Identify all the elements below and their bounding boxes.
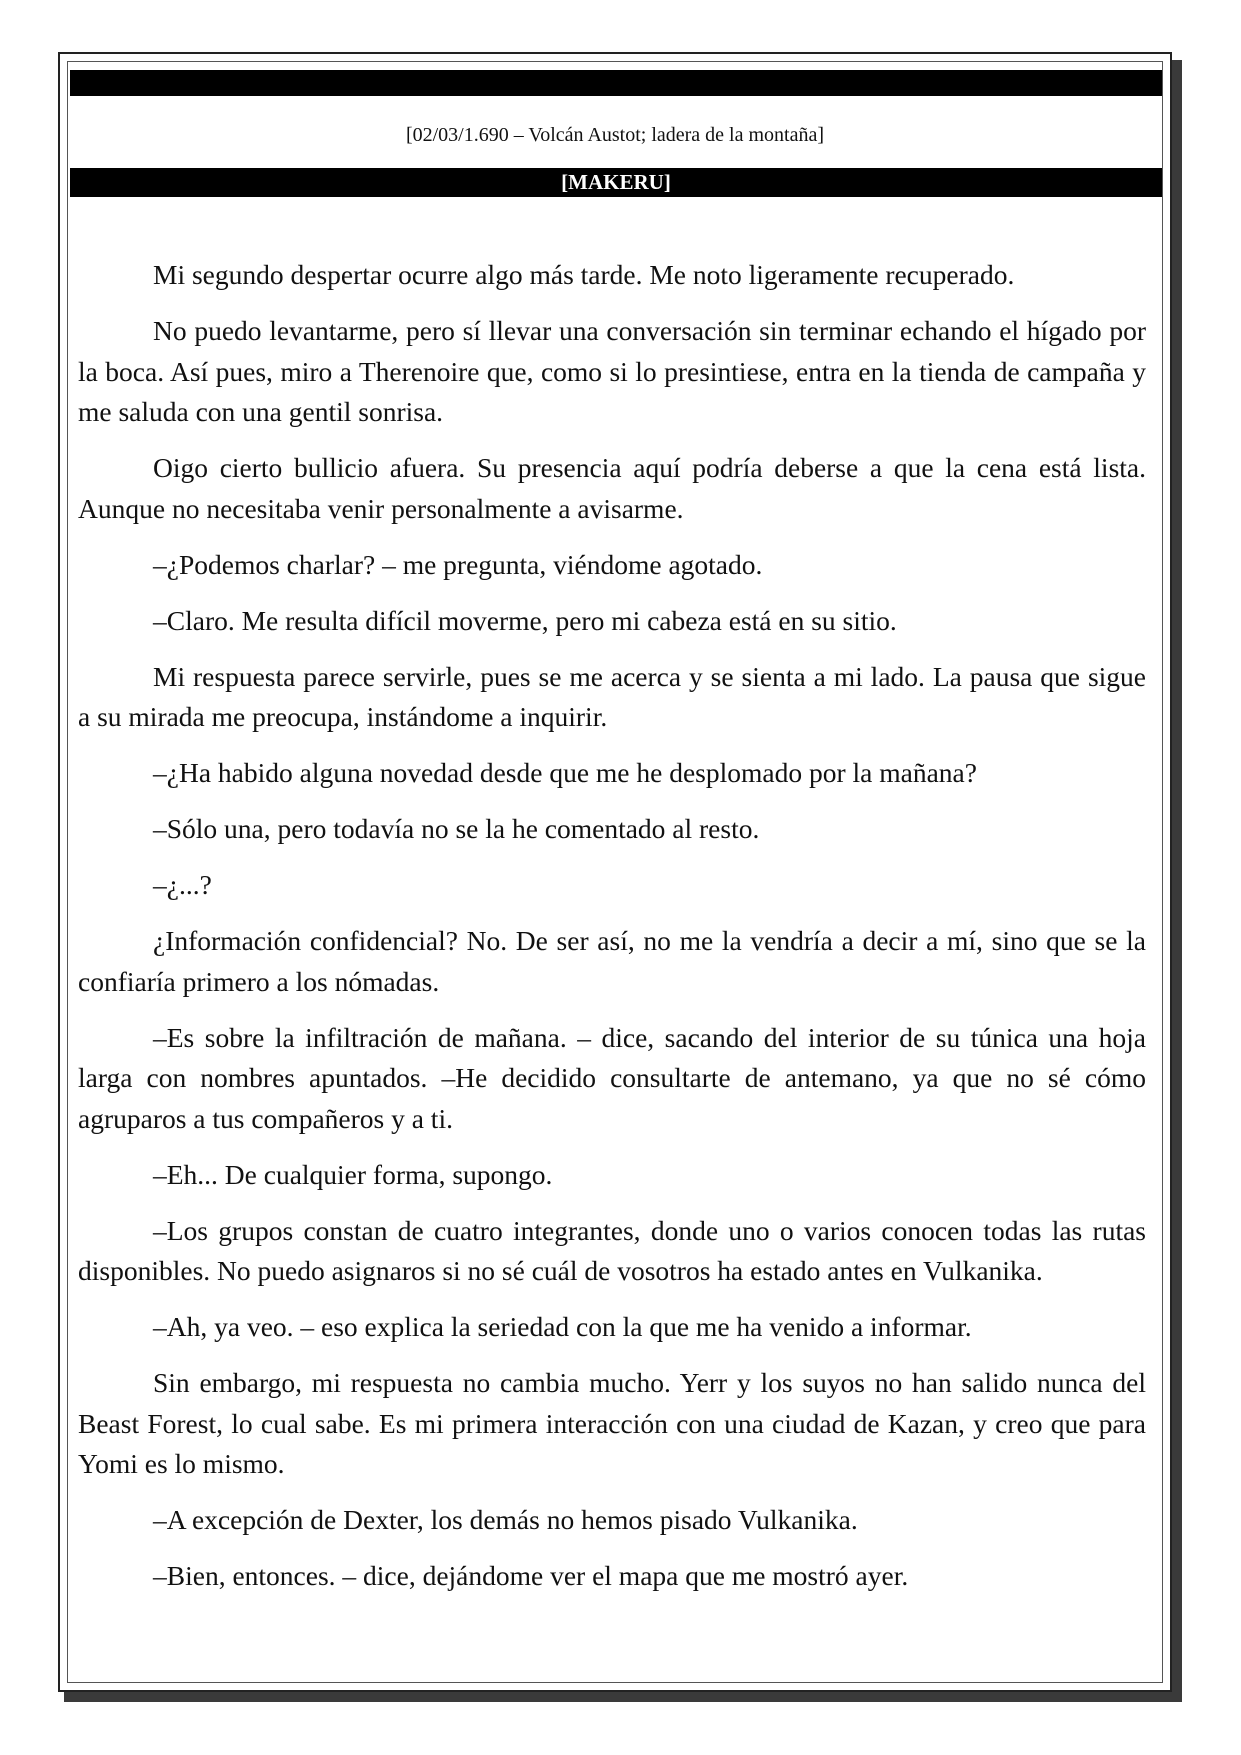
- paragraph: Mi respuesta parece servirle, pues se me acerca y se sienta a mi lado. La pausa que sigue a su mirada me preocupa, instándome a inquirir.: [78, 660, 1146, 732]
- paragraph: No puedo levantarme, pero sí llevar una conversación sin terminar echando el hígado por la boca. Así pues, miro a Therenoire que, como si lo presintiese, entra en la tienda de campaña y me saluda con una gentil sonrisa.: [78, 315, 1146, 427]
- date-location-line: [02/03/1.690 – Volcán Austot; ladera de la montaña]: [405, 124, 825, 146]
- paragraph: –Eh... De cualquier forma, supongo.: [153, 1158, 553, 1190]
- paragraph: –Los grupos constan de cuatro integrantes, donde uno o varios conocen todas las rutas disponibles. No puedo asignaros si no sé cuál de vosotros ha estado antes en Vulkanika.: [78, 1214, 1146, 1286]
- character-name-bar: [MAKERU]: [70, 168, 1162, 197]
- paragraph: –Sólo una, pero todavía no se la he comentado al resto.: [153, 813, 760, 844]
- paragraph: Sin embargo, mi respuesta no cambia mucho. Yerr y los suyos no han salido nunca del Beast Forest, lo cual sabe. Es mi primera interacción con una ciudad de Kazan, y creo que para Yomi es lo mismo.: [78, 1367, 1146, 1479]
- page-frame: [58, 52, 1172, 1692]
- top-black-bar: [70, 70, 1162, 96]
- paragraph: –¿Podemos charlar? – me pregunta, viéndome agotado.: [153, 548, 763, 580]
- paragraph: –Es sobre la infiltración de mañana. – dice, sacando del interior de su túnica una hoja larga con nombres apuntados. –He decidido consultarte de antemano, ya que no sé cómo agruparos a tus compañeros y a ti.: [78, 1021, 1146, 1134]
- paragraph: Oigo cierto bullicio afuera. Su presencia aquí podría deberse a que la cena está lista. Aunque no necesitaba venir personalmente a avisarme.: [78, 452, 1146, 524]
- paragraph: –A excepción de Dexter, los demás no hemos pisado Vulkanika.: [153, 1504, 858, 1535]
- paragraph: Mi segundo despertar ocurre algo más tarde. Me noto ligeramente recuperado.: [153, 259, 1015, 290]
- paragraph: –Ah, ya veo. – eso explica la seriedad con la que me ha venido a informar.: [153, 1311, 972, 1342]
- paragraph: –¿Ha habido alguna novedad desde que me he desplomado por la mañana?: [153, 757, 977, 788]
- paragraph: ¿Información confidencial? No. De ser así, no me la vendría a decir a mí, sino que se la confiaría primero a los nómadas.: [78, 925, 1146, 997]
- paragraph: –Claro. Me resulta difícil moverme, pero mi cabeza está en su sitio.: [153, 604, 897, 636]
- paragraph: –Bien, entonces. – dice, dejándome ver el mapa que me mostró ayer.: [153, 1560, 909, 1591]
- chapter-body: [78, 255, 1146, 1612]
- paragraph: –¿...?: [153, 869, 212, 900]
